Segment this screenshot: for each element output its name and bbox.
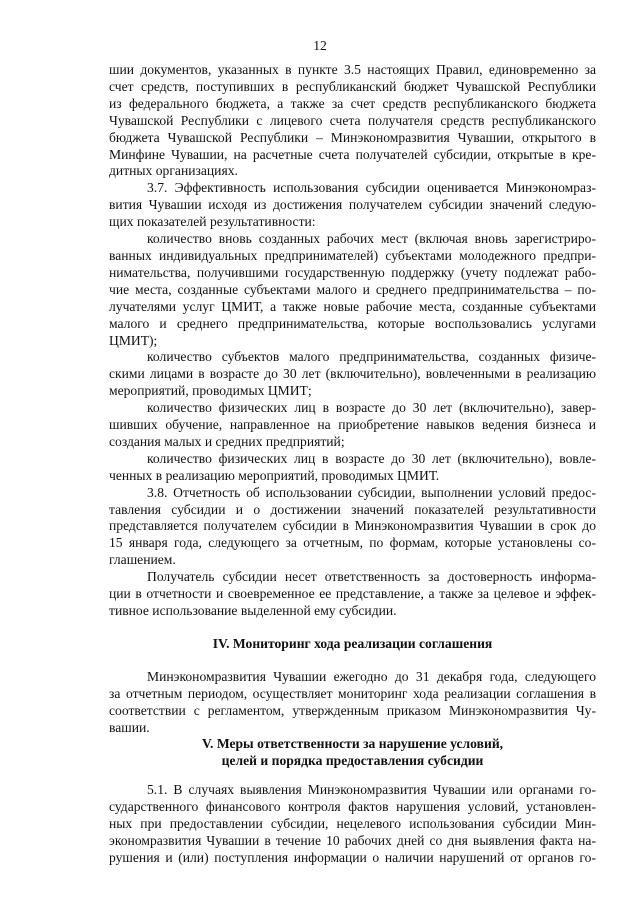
text-line: рушения и (или) поступления информации о наличии нарушений от органов го- <box>109 849 596 865</box>
indicator-new-jobs <box>109 231 596 349</box>
paragraph-3-6-continued <box>109 62 596 180</box>
text-line: вития Чувашии исходя из достижения получателем субсидии значений следую- <box>109 197 596 213</box>
text-line: 5.1. В случаях выявления Минэкономразвития Чувашии или органами го- <box>147 782 596 798</box>
section3-paragraphs <box>109 62 596 620</box>
text-line: щих показателей результативности: <box>109 214 316 230</box>
text-line: ванных индивидуальных предпринимателей) субъектами молодежного предпри- <box>109 247 596 263</box>
text-line: дитных организациях. <box>109 163 238 179</box>
text-line: экономразвития Чувашии в течение 10 рабочих дней со дня выявления факта на- <box>109 832 596 848</box>
paragraph-responsibility <box>109 569 596 620</box>
section4-heading: IV. Мониторинг хода реализации соглашения <box>212 635 493 651</box>
indicator-involved-persons <box>109 451 596 485</box>
text-line: количество физических лиц в возрасте до 30 лет (включительно), завер- <box>147 400 596 416</box>
spacer <box>109 620 596 636</box>
text-line: представляется получателем субсидии в Минэкономразвития Чувашии в срок до <box>109 518 596 534</box>
text-line: шивших обучение, направленное на приобретение навыков ведения бизнеса и <box>109 417 596 433</box>
text-line: лучателями услуг ЦМИТ, а также новые рабочие места, созданные субъектами <box>109 298 596 314</box>
text-line: сударственного финансового контроля фактов нарушения условий, установлен- <box>109 799 596 815</box>
text-line: количество субъектов малого предпринимательства, созданных физиче- <box>147 349 596 365</box>
text-line: ченных в реализацию мероприятий, проводимых ЦМИТ. <box>109 467 440 483</box>
section4-paragraph <box>109 669 596 737</box>
text-line: Минфине Чувашии, на расчетные счета получателей субсидии, открытые в кре- <box>109 146 596 162</box>
text-line: количество вновь созданных рабочих мест (включая вновь зарегистриро- <box>147 231 596 247</box>
text-line: малого и среднего предпринимательства, которые воспользовались услугами <box>109 315 596 331</box>
text-line: тивное использование выделенной ему субсидии. <box>109 603 397 618</box>
text-line: соответствии с регламентом, утвержденным приказом Минэкономразвития Чу- <box>109 702 596 718</box>
text-line: ЦМИТ); <box>109 332 158 348</box>
text-line: вашии. <box>109 719 150 735</box>
text-line: скими лицами в возрасте до 30 лет (включительно), вовлеченными в реализацию <box>109 366 596 382</box>
text-line: тавления субсидии и о достижении значений показателей результативности <box>109 501 596 517</box>
spacer <box>109 653 596 669</box>
text-line: 3.7. Эффективность использования субсидии оценивается Минэкономраз- <box>147 180 596 196</box>
indicator-trained-persons <box>109 400 596 451</box>
text-line: 15 января года, следующего за отчетным, по формам, которые установлены со- <box>109 535 596 551</box>
section5-heading-line2: целей и порядка предоставления субсидии <box>221 753 484 769</box>
text-line: бюджета Чувашской Республики – Минэкономразвития Чувашии, открытого в <box>109 129 596 145</box>
text-line: счет средств, поступивших в республиканский бюджет Чувашской Республики <box>109 78 596 94</box>
text-line: мероприятий, проводимых ЦМИТ; <box>109 383 312 399</box>
text-line: 3.8. Отчетность об использовании субсидии, выполнении условий предос- <box>147 484 596 500</box>
paragraph-3-8 <box>109 485 596 570</box>
text-line: ных при предоставлении субсидии, нецелевого использования субсидии Мин- <box>109 816 596 832</box>
section5-paragraph <box>109 782 596 867</box>
spacer <box>109 770 596 782</box>
indicator-sme-count <box>109 349 596 400</box>
page-number: 12 <box>313 38 327 53</box>
text-line: количество физических лиц в возрасте до 30 лет (включительно), вовле- <box>147 450 596 466</box>
paragraph-3-7 <box>109 180 596 231</box>
text-line: создания малых и средних предприятий; <box>109 433 345 449</box>
text-line: чие места, созданные субъектами малого и среднего предпринимательства – по- <box>109 281 596 297</box>
text-line: Минэкономразвития Чувашии ежегодно до 31 декабря года, следующего <box>147 668 596 684</box>
text-line: из федерального бюджета, а также за счет средств республиканского бюджета <box>109 95 596 111</box>
text-line: за отчетным периодом, осуществляет мониторинг хода реализации соглашения в <box>109 685 596 701</box>
text-line: нимательства, получившими государственную поддержку (учету подлежат рабо- <box>109 264 596 280</box>
document-body <box>109 62 596 867</box>
text-line: глашением. <box>109 552 176 568</box>
text-line: шии документов, указанных в пункте 3.5 настоящих Правил, единовременно за <box>109 62 596 77</box>
section5-heading-line1: V. Меры ответственности за нарушение условий, <box>201 736 504 752</box>
text-line: Чувашской Республики с лицевого счета получателя средств республиканского <box>109 112 596 128</box>
text-line: Получатель субсидии несет ответственность за достоверность информа- <box>147 569 596 585</box>
text-line: ции в отчетности и своевременное ее представление, а также за целевое и эффек- <box>109 586 596 602</box>
